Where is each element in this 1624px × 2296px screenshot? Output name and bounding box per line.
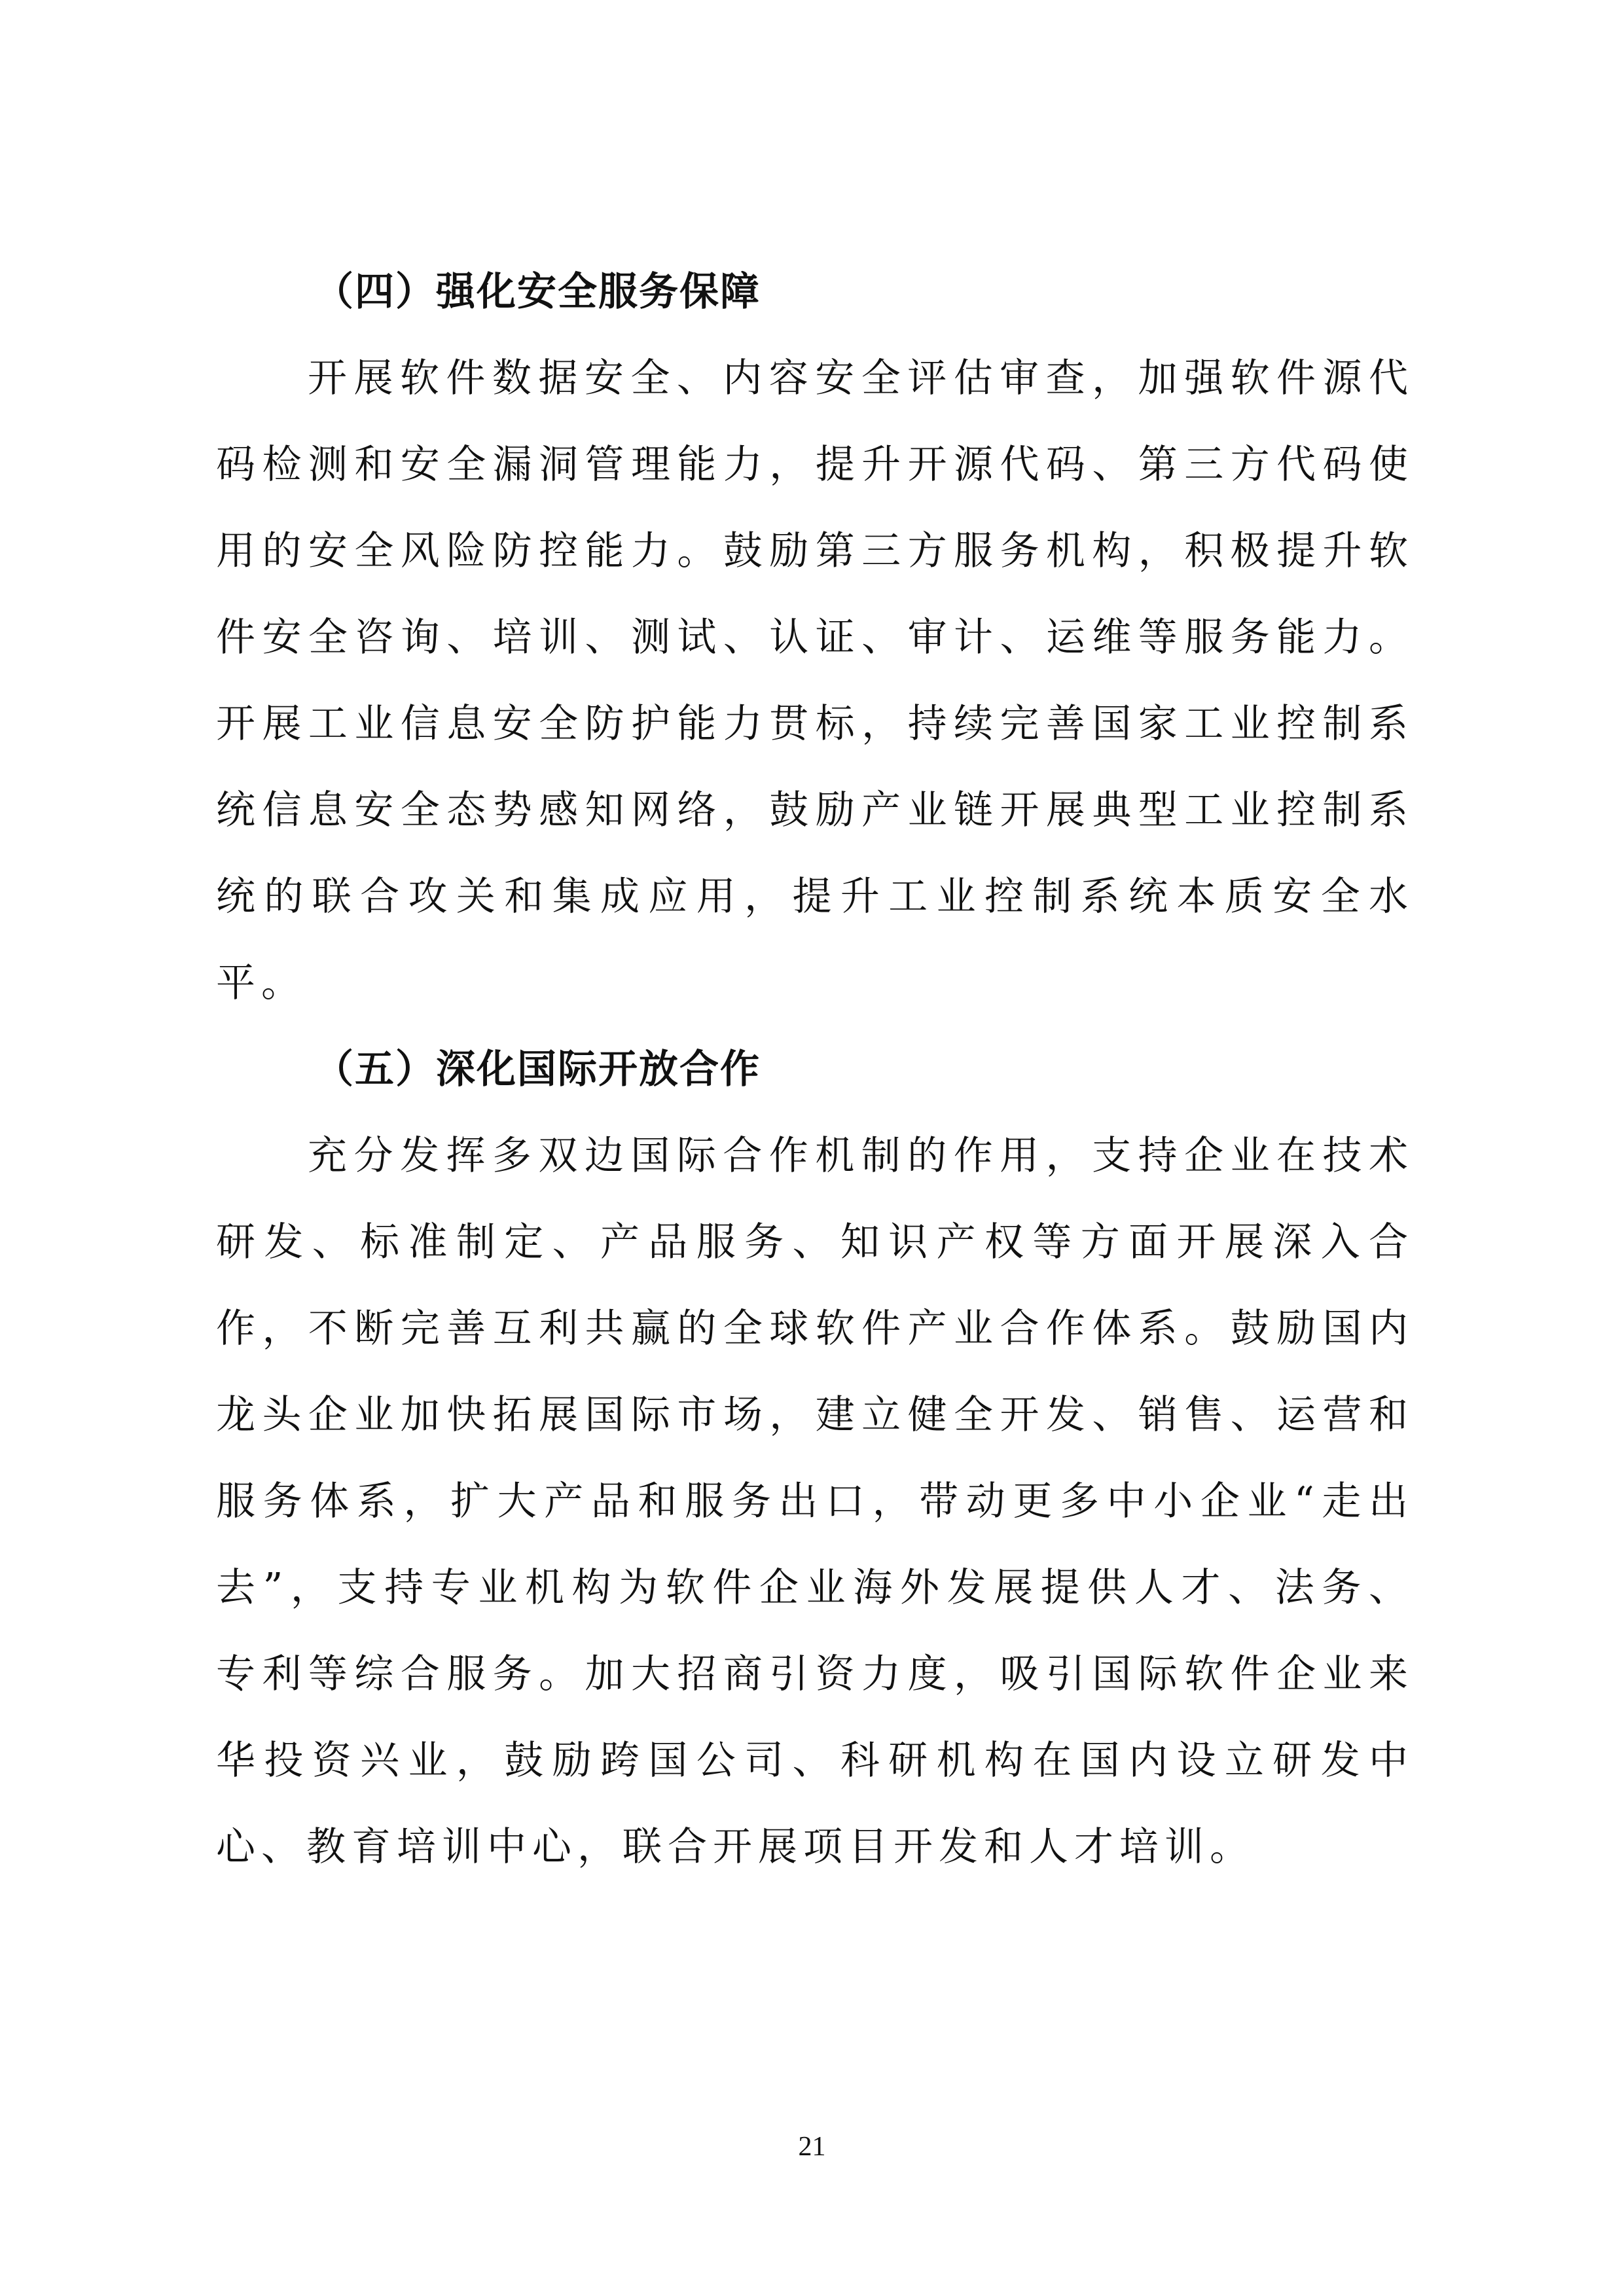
page-body bbox=[216, 249, 1414, 1890]
section-paragraph-4: 开展软件数据安全、内容安全评估审查，加强软件源代码检测和安全漏洞管理能力，提升开源代码、第三方代码使用的安全风险防控能力。鼓励第三方服务机构，积极提升软件安全咨询、培训、测试、认证、审计、运维等服务能力。开展工业信息安全防护能力贯标，持续完善国家工业控制系统信息安全态势感知网络，鼓励产业链开展典型工业控制系统的联合攻关和集成应用，提升工业控制系统本质安全水平。 bbox=[216, 355, 1414, 1006]
section-heading-5: （五）深化国际开放合作 bbox=[314, 1047, 761, 1092]
section-paragraph-5: 充分发挥多双边国际合作机制的作用，支持企业在技术研发、标准制定、产品服务、知识产权等方面开展深入合作，不断完善互利共赢的全球软件产业合作体系。鼓励国内龙头企业加快拓展国际市场，建立健全开发、销售、运营和服务体系，扩大产品和服务出口，带动更多中小企业“走出去”，支持专业机构为软件企业海外发展提供人才、法务、专利等综合服务。加大招商引资力度，吸引国际软件企业来华投资兴业，鼓励跨国公司、科研机构在国内设立研发中心、教育培训中心，联合开展项目开发和人才培训。 bbox=[216, 1133, 1414, 1870]
page-number: 21 bbox=[798, 2132, 826, 2162]
section-heading-4: （四）强化安全服务保障 bbox=[314, 269, 761, 315]
